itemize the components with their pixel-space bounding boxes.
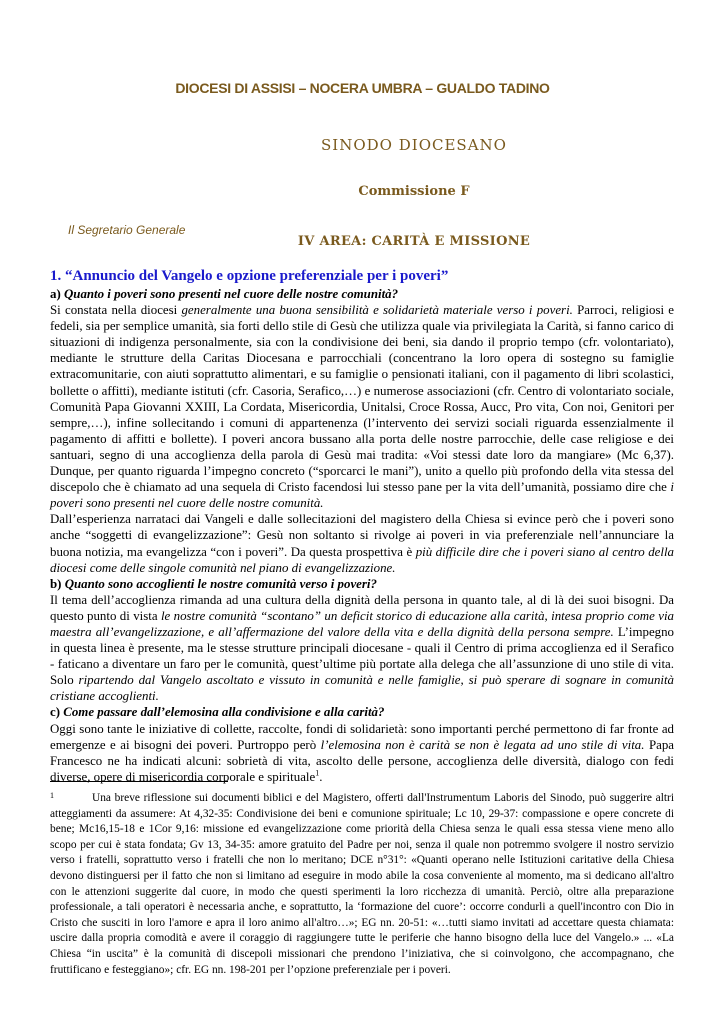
text-run: Parroci, religiosi e fedeli, sia per semplice umanità, sia forti dello stile di Gesù che utilizza quale via privilegiata la Carità, si fanno carico di situazioni di indigenza personalmente, sia con la condivisione dei beni, sia dando il proprio tempo (cfr. volontariato), mediante le strutture della Caritas Diocesana e parrocchiali (concentrano la loro opera di sostegno su famiglie extracomunitarie, con aiuti soprattutto alimentari, e su famiglie o pensionati italiani, con il pagamento di libri scolastici, bollette o affitti), mediante istituti (cfr. Casoria, Serafico,…) e numerose associazioni (cfr. Centro di volontariato sociale, Comunità Papa Giovanni XXIII, La Cordata, Misericordia, Unitalsi, Croce Rossa, Aucc, Pro vita, Con noi, Genitori per sempre,…), infine sollecitando i comuni di appartenenza (l’intervento dei servizi sociali riguarda essenzialmente il pagamento di affitti e bollette). I poveri ancora bussano alla porta delle nostre parrocchie, delle case religiose e dei santuari, segno di una accoglienza della parola di Gesù mai tradita: «Voi stessi date loro da mangiare» (Mc 6,37). Dunque, per quanto riguarda l’impegno concreto (“sporcarci le mani”), unito a quello più profondo della vita stessa del discepolo che è chiamato ad una sequela di Cristo facendosi lui stesso pane per la vita dell’umanità, possiamo dire che <box>50 303 674 495</box>
question-b-text: Quanto sono accoglienti le nostre comunità verso i poveri? <box>64 576 377 591</box>
text-run: Papa Francesco ne ha indicati alcuni: sobrietà di vita, ascolto delle persone, accoglienza delle diversità, dialogo con fedi diverse, opere di misericordia corporale e spirituale <box>50 737 675 784</box>
question-b <box>50 576 674 592</box>
question-c-text: Come passare dall’elemosina alla condivisione e alla carità? <box>63 705 385 720</box>
emphasis-run: generalmente una buona sensibilità e solidarietà materiale verso i poveri. <box>181 303 573 318</box>
emphasis-run: l’elemosina non è carità se non è legata ad uno stile di vita. <box>320 737 645 752</box>
paragraph-a1 <box>50 302 674 511</box>
footnote-ref[interactable]: 1 <box>315 768 320 778</box>
footnote-divider <box>50 781 228 782</box>
question-c-label: c) <box>50 705 64 720</box>
text-run: Dall’esperienza narrataci dai Vangeli e dalle sollecitazioni del magistero della Chiesa si evince però che i poveri sono anche “soggetti di evangelizzazione”: Gesù non soltanto si rivolge ai poveri in via preferenziale nell’annunciare la buona notizia, ma evangelizza “con i poveri”. Da questa prospettiva è <box>50 512 674 559</box>
paragraph-a2 <box>50 511 674 575</box>
section-heading: 1. “Annuncio del Vangelo e opzione preferenziale per i poveri” <box>50 268 449 284</box>
paragraph-b1 <box>50 592 674 705</box>
text-run: Oggi sono tante le iniziative di collette, raccolte, fondi di solidarietà: sono importanti perché permettono di far fronte ad emergenze e ai bisogni dei poveri. Purtroppo però <box>50 721 674 752</box>
area-title: IV AREA: CARITÀ E MISSIONE <box>297 234 531 249</box>
secretary-label: Il Segretario Generale <box>68 223 186 237</box>
text-run: L’impegno in questa linea è presente, ma le stesse strutture principali diocesane - quali il Centro di prima accoglienza ed il Serafico - faticano a diventare un faro per le comunità, quest’ultime più portate alla delega che all’assunzione di uno stile di vita. Solo <box>50 624 674 688</box>
diocese-title: DIOCESI DI ASSISI – NOCERA UMBRA – GUALDO TADINO <box>175 80 550 96</box>
footnote-number: 1 <box>50 791 54 800</box>
footnote-text: Una breve riflessione sui documenti biblici e del Magistero, offerti dall'Instrumentum Laboris del Sinodo, può suggerire altri atteggiamenti da assumere: At 4,32-35: Condivisione dei beni e comunione spirituale; Lc 10, 29-37: compassione e opere concrete di bene; Mc16,15-18 e 1Cor 9,16: missione ed evangelizzazione come priorità della Chiesa senza le quali essa stessa viene meno allo scopo per cui è stata fondata; Gv 13, 34-35: amore gratuito del Padre per noi, senza il quale non potremmo svolgere il nostro servizio verso i fratelli, soprattutto verso i fratelli che non lo meritano; DCE n°31°: «Quanti operano nelle Istituzioni caritative della Chiesa devono distinguersi per il fatto che non si limitano ad eseguire in modo abile la cosa conveniente al momento, ma si dedicano all'altro con le attenzioni suggerite dal cuore, in modo che questi sperimenti la loro ricchezza di umanità. Perciò, oltre alla preparazione professionale, a tali operatori è necessaria anche, e soprattutto, la ‘formazione del cuore’: occorre condurli a quell'incontro con Dio in Cristo che susciti in loro l'amore e apra il loro animo all'altro…»; EG nn. 20-51: «…tutti siamo invitati ad accettare questa chiamata: uscire dalla propria comodità e avere il coraggio di raggiungere tutte le periferie che hanno bisogno della luce del Vangelo.» ... «La Chiesa “in uscita” è la comunità di discepoli missionari che prendono l’iniziativa, che si coinvolgono, che accompagnano, che fruttificano e festeggiano»; cfr. EG nn. 198-201 per l’opzione preferenziale per i poveri. <box>50 792 674 976</box>
question-c <box>50 704 674 720</box>
paragraph-c1 <box>50 721 674 785</box>
footnote <box>50 788 674 978</box>
emphasis-run: più difficile dire che i poveri siano al centro della diocesi come delle singole comunità nel piano di evangelizzazione. <box>50 544 674 575</box>
emphasis-run: le nostre comunità “scontano” un deficit storico di educazione alla carità, intesa proprio come via maestra all’evangelizzazione, e all’affermazione del valore della vita e della dignità della persona sempre. <box>50 608 674 639</box>
document-body <box>50 266 674 785</box>
commission-title: Commissione F <box>358 184 470 199</box>
question-a-label: a) <box>50 287 64 301</box>
text-run: Si constata nella diocesi <box>50 303 182 318</box>
question-a-text: Quanto i poveri sono presenti nel cuore delle nostre comunità? <box>63 287 399 301</box>
emphasis-run: i poveri sono presenti nel cuore delle nostre comunità. <box>50 480 674 511</box>
text-run: . <box>319 769 323 784</box>
synod-title: SINODO DIOCESANO <box>321 136 507 154</box>
question-a <box>50 286 674 302</box>
question-b-label: b) <box>50 576 65 591</box>
emphasis-run: ripartendo dal Vangelo ascoltato e vissuto in comunità e nelle famiglie, si può sperare di sognare in comunità cristiane accoglienti. <box>50 673 674 704</box>
text-run: Il tema dell’accoglienza rimanda ad una cultura della dignità della persona in quanto tale, al di là dei suoi bisogni. Da questo punto di vista <box>50 592 674 623</box>
